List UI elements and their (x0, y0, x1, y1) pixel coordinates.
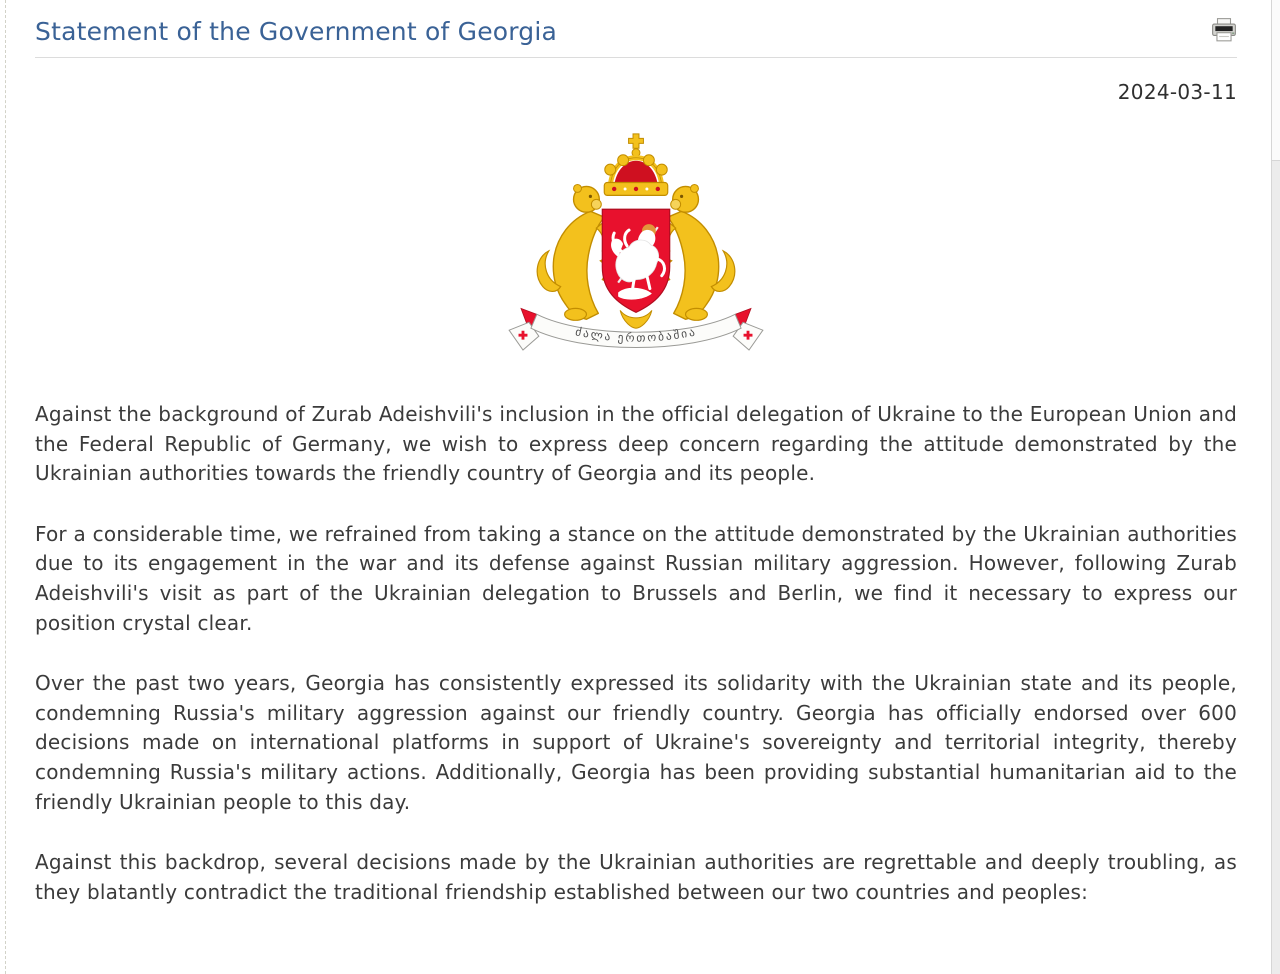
statement-paragraph: For a considerable time, we refrained from taking a stance on the attitude demonstrated by the Ukrainian authorities due to its engagement in the war and its defense against Russian military aggression. However, following Zurab Adeishvili's visit as part of the Ukrainian delegation to Brussels and Berlin, we find it necessary to express our position crystal clear. (35, 521, 1237, 635)
title-divider (35, 57, 1237, 58)
georgia-coat-of-arms (507, 126, 765, 354)
statement-paragraph: Against this backdrop, several decisions made by the Ukrainian authorities are regrettable and deeply troubling, as they blatantly contradict the traditional friendship established between our two countries and peoples: (35, 850, 1237, 904)
dashed-divider (5, 0, 6, 974)
printer-icon (1211, 18, 1237, 42)
print-button[interactable] (1211, 18, 1237, 42)
scrollbar-track[interactable] (1271, 0, 1280, 974)
scrollbar-thumb[interactable] (1272, 0, 1280, 161)
statement-paragraph: Over the past two years, Georgia has consistently expressed its solidarity with the Ukrainian state and its people, condemning Russia's military aggression against our friendly country. Georgia has officially endorsed over 600 decisions made on international platforms in support of Ukraine's sovereignty and territorial integrity, thereby condemning Russia's military actions. Additionally, Georgia has been providing substantial humanitarian aid to the friendly Ukrainian people to this day. (35, 671, 1237, 814)
shield-st-george (602, 209, 669, 312)
motto-ribbon (509, 308, 763, 350)
statement-paragraph: Against the background of Zurab Adeishvili's inclusion in the official delegation of Ukraine to the European Union and the Federal Republic of Germany, we wish to express deep concern regarding the attitude demonstrated by the Ukrainian authorities towards the friendly country of Georgia and its people. (35, 402, 1237, 486)
statement-body (35, 400, 1237, 907)
page-title: Statement of the Government of Georgia (35, 17, 558, 46)
crown (604, 134, 667, 195)
motto-text: ძალა ერთობაშია (574, 324, 698, 345)
emblem-container (35, 126, 1237, 358)
base-ornament (620, 310, 652, 328)
article-header (35, 0, 1237, 48)
article-date: 2024-03-11 (1117, 80, 1237, 104)
article-content (35, 0, 1237, 938)
